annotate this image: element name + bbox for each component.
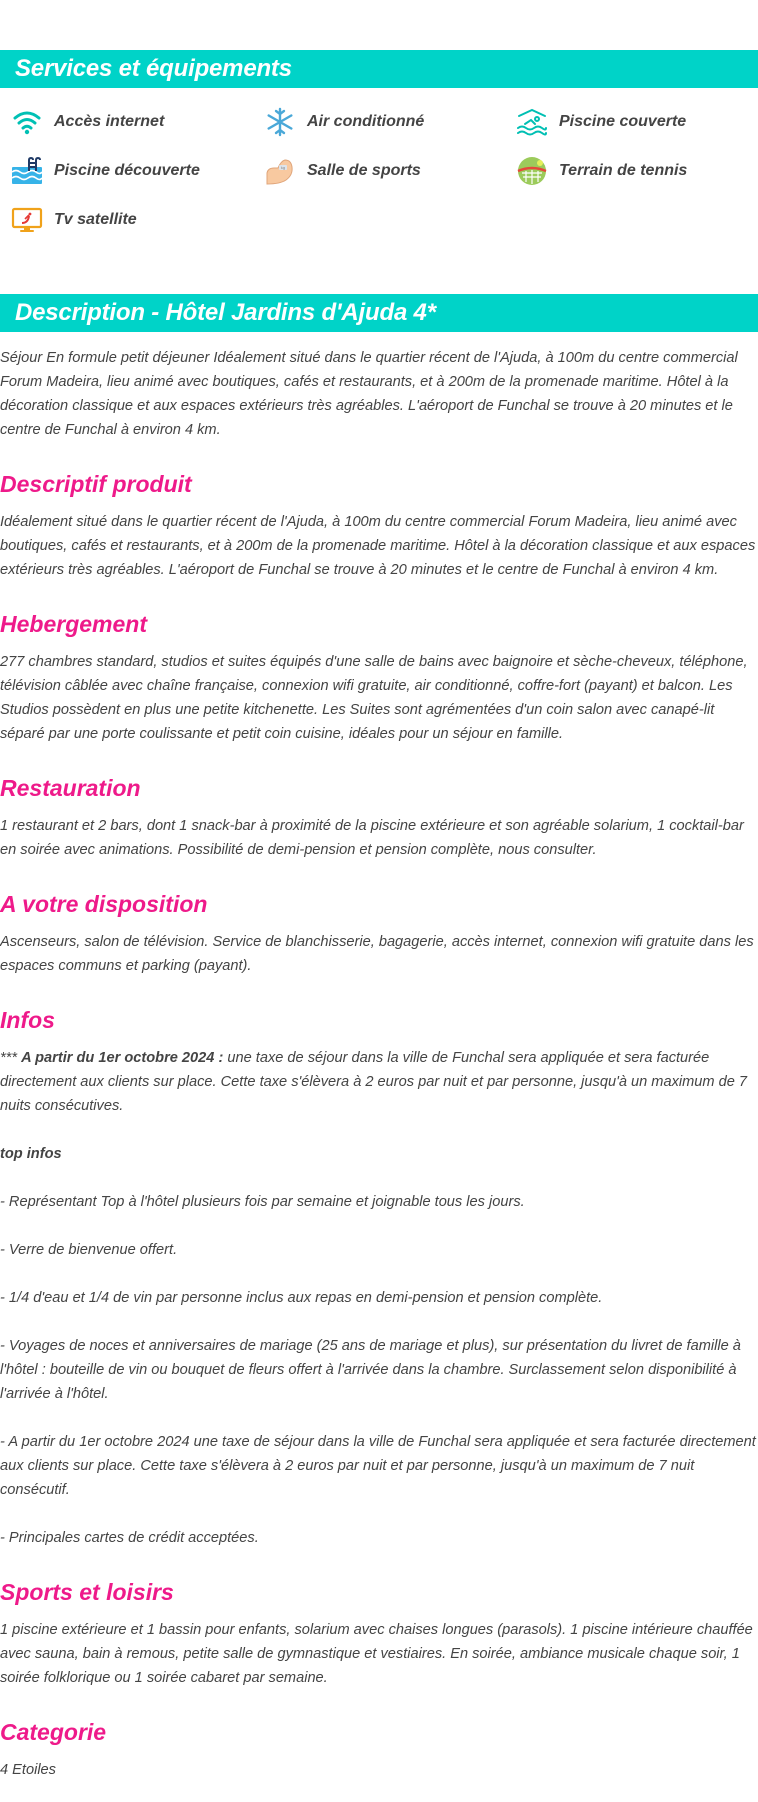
amenity-tennis xyxy=(505,151,687,191)
amenity-internet xyxy=(0,102,164,142)
section-title-descriptif: Descriptif produit xyxy=(0,471,192,497)
infos-lead-rest: une taxe de séjour dans la ville de Funchal sera appliquée et sera facturée directement aux clients sur place. Cette taxe s'élèvera à 2 euros par nuit et par personne, jusqu'à un maximum de 7 nuits consécutives. xyxy=(0,1050,748,1114)
top-infos-label-text: top infos xyxy=(0,1146,62,1162)
amenity-air-conditioning xyxy=(253,102,424,142)
section-title-disposition: A votre disposition xyxy=(0,891,208,917)
section-title-restauration: Restauration xyxy=(0,775,141,801)
amenity-label: Terrain de tennis xyxy=(559,162,688,179)
description-title: Description - Hôtel Jardins d'Ajuda 4* xyxy=(15,299,436,326)
amenity-indoor-pool xyxy=(505,102,686,142)
tv-satellite-icon xyxy=(10,203,44,237)
amenity-label: Piscine découverte xyxy=(54,162,200,179)
tennis-icon xyxy=(515,154,549,188)
infos-bullet: - 1/4 d'eau et 1/4 de vin par personne inclus aux repas en demi-pension et pension complète. xyxy=(0,1290,603,1306)
snowflake-icon xyxy=(263,105,297,139)
top-infos-label xyxy=(0,1142,758,1166)
infos-prefix: *** xyxy=(0,1050,22,1066)
infos-lead xyxy=(0,1046,758,1118)
gym-arm-icon xyxy=(263,154,297,188)
services-title: Services et équipements xyxy=(15,55,292,82)
amenity-label: Piscine couverte xyxy=(559,113,687,130)
indoor-pool-icon xyxy=(515,105,549,139)
description-content xyxy=(0,346,758,1782)
section-text-disposition: Ascenseurs, salon de télévision. Service de blanchisserie, bagagerie, accès internet, connexion wifi gratuite dans les espaces communs et parking (payant). xyxy=(0,934,754,974)
section-title-sports: Sports et loisirs xyxy=(0,1579,174,1605)
svg-text:kg: kg xyxy=(280,165,286,170)
amenity-label: Air conditionné xyxy=(307,113,425,130)
section-text-restauration: 1 restaurant et 2 bars, dont 1 snack-bar à proximité de la piscine extérieure et son agréable solarium, 1 cocktail-bar en soirée avec animations. Possibilité de demi-pension et pension complète, nous consulter. xyxy=(0,818,744,858)
section-text-hebergement: 277 chambres standard, studios et suites équipés d'une salle de bains avec baignoire et sèche-cheveux, téléphone, télévision câblée avec chaîne française, connexion wifi gratuite, air conditionné, coffre-fort (payant) et balcon. Les Studios possèdent en plus une petite kitchenette. Les Suites sont agrémentées d'un coin salon avec canapé-lit séparé par une porte coulissante et petit coin cuisine, idéales pour un séjour en famille. xyxy=(0,654,748,742)
section-title-infos: Infos xyxy=(0,1007,55,1033)
amenity-gym xyxy=(253,151,421,191)
amenity-label: Accès internet xyxy=(54,113,165,130)
amenity-label: Salle de sports xyxy=(307,162,421,179)
section-text-sports: 1 piscine extérieure et 1 bassin pour enfants, solarium avec chaises longues (parasols). 1 piscine intérieure chauffée avec sauna, bain à remous, petite salle de gymnastique et vestiaires. En soirée, ambiance musicale chaque soir, 1 soirée folklorique ou 1 soirée cabaret par semaine. xyxy=(0,1622,753,1686)
infos-bullet: - A partir du 1er octobre 2024 une taxe de séjour dans la ville de Funchal sera appliquée et sera facturée directement aux clients sur place. Cette taxe s'élèvera à 2 euros par nuit et par personne, jusqu'à un maximum de 7 nuit consécutif. xyxy=(0,1434,756,1498)
infos-bold-lead: A partir du 1er octobre 2024 : xyxy=(21,1050,224,1066)
section-title-hebergement: Hebergement xyxy=(0,611,147,637)
infos-bullet: - Principales cartes de crédit acceptées. xyxy=(0,1530,259,1546)
description-intro: Séjour En formule petit déjeuner Idéalement situé dans le quartier récent de l'Ajuda, à 100m du centre commercial Forum Madeira, lieu animé avec boutiques, cafés et restaurants, et à 200m de la promenade maritime. Hôtel à la décoration classique et aux espaces extérieurs très agréables. L'aéroport de Funchal se trouve à 20 minutes et le centre de Funchal à environ 4 km. xyxy=(0,350,738,438)
section-title-categorie: Categorie xyxy=(0,1719,107,1745)
description-header xyxy=(0,294,758,332)
infos-bullet: - Voyages de noces et anniversaires de mariage (25 ans de mariage et plus), sur présentation du livret de famille à l'hôtel : bouteille de vin ou bouquet de fleurs offert à l'arrivée dans la chambre. Surclassement selon disponibilité à l'arrivée à l'hôtel. xyxy=(0,1338,741,1402)
section-text-categorie: 4 Etoiles xyxy=(0,1762,56,1778)
section-text-descriptif: Idéalement situé dans le quartier récent de l'Ajuda, à 100m du centre commercial Forum Madeira, lieu animé avec boutiques, cafés et restaurants, et à 200m de la promenade maritime. Hôtel à la décoration classique et aux espaces extérieurs très agréables. L'aéroport de Funchal se trouve à 20 minutes et le centre de Funchal à environ 4 km. xyxy=(0,514,756,578)
infos-bullet: - Verre de bienvenue offert. xyxy=(0,1242,178,1258)
amenity-label: Tv satellite xyxy=(54,211,137,228)
wifi-icon xyxy=(10,105,44,139)
outdoor-pool-icon xyxy=(10,154,44,188)
infos-bullet: - Représentant Top à l'hôtel plusieurs fois par semaine et joignable tous les jours. xyxy=(0,1194,525,1210)
amenity-outdoor-pool xyxy=(0,151,200,191)
amenity-tv-satellite xyxy=(0,200,137,240)
services-header xyxy=(0,50,758,88)
